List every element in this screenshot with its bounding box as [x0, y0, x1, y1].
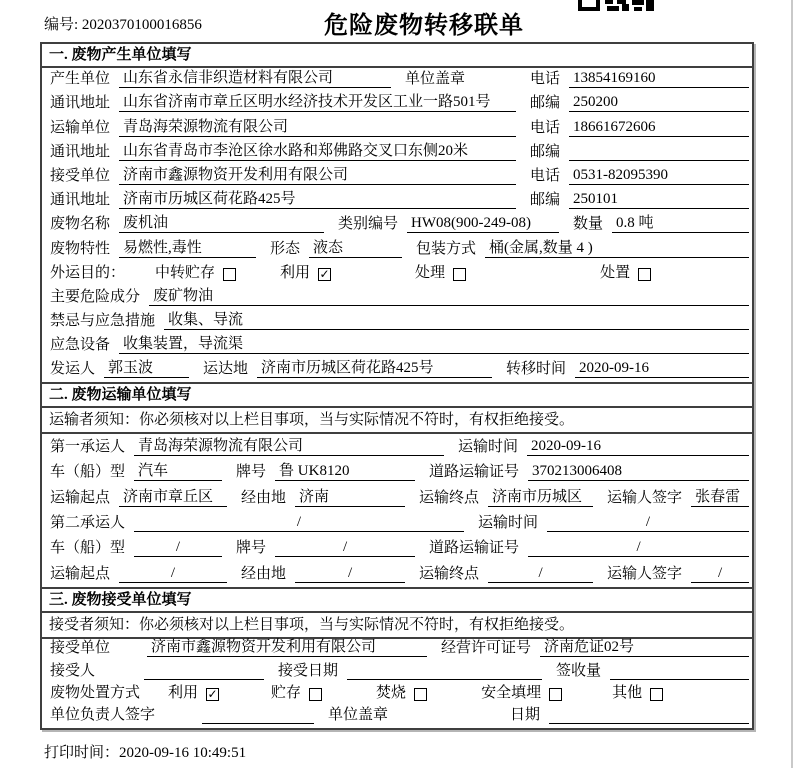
field-value: /	[488, 565, 593, 583]
print-time: 2020-09-16 10:49:51	[119, 745, 247, 761]
form-row	[42, 460, 752, 485]
checkbox-unchecked-icon	[414, 688, 427, 701]
field-value: /	[275, 539, 415, 557]
field-value: HW08(900-249-08)	[407, 215, 559, 233]
field-label: 运达地	[203, 361, 249, 378]
field-value: /	[134, 514, 464, 532]
field-value: 250200	[569, 94, 749, 112]
form-row	[42, 262, 752, 286]
field-value: 汽车	[134, 459, 222, 481]
field-label: 产生单位	[50, 71, 111, 88]
field-value: 易燃性,毒性	[119, 236, 256, 258]
form-row	[42, 165, 752, 189]
serial-label: 编号:	[44, 17, 82, 33]
field-label: 日期	[509, 707, 540, 724]
form-row	[42, 511, 752, 536]
field-label: 单位负责人签字	[50, 707, 156, 724]
checkbox-label: 焚烧	[376, 684, 407, 701]
checkbox-unchecked-icon	[309, 688, 322, 701]
checkbox-label: 利用	[168, 684, 199, 701]
field-label: 包装方式	[416, 240, 477, 257]
checkbox-label: 利用	[280, 264, 311, 281]
print-time-label: 打印时间：	[44, 745, 120, 761]
field-label: 废物特性	[50, 240, 111, 257]
field-label: 接受单位	[50, 640, 111, 657]
notice-text: 运输者须知：你必须核对以上栏目事项，当与实际情况不符时，有权拒绝接受。	[42, 408, 752, 434]
field-label: 车（船）型	[50, 540, 126, 557]
field-value: 收集装置，导流渠	[119, 332, 749, 354]
field-value: 山东省青岛市李沧区徐水路和郑佛路交叉口东侧20米	[119, 139, 516, 161]
field-label: 签收量	[556, 662, 602, 679]
field-value: 郭玉波	[104, 356, 189, 378]
field-value	[144, 662, 264, 680]
field-label: 邮编	[529, 95, 560, 112]
field-value: 济南危证02号	[540, 635, 749, 657]
checkbox-field	[612, 681, 663, 702]
form-row	[42, 116, 752, 140]
field-label: 运输时间	[458, 438, 519, 455]
field-value: 0.8 吨	[612, 211, 749, 233]
form-row	[42, 434, 752, 459]
field-value: /	[134, 539, 222, 557]
form-section	[42, 382, 752, 586]
field-label: 单位盖章	[405, 71, 466, 88]
field-value: 18661672606	[569, 119, 749, 137]
form-row	[42, 286, 752, 310]
field-label: 运输终点	[419, 489, 480, 506]
field-value: /	[528, 539, 749, 557]
field-label: 类别编号	[338, 216, 399, 233]
field-label: 牌号	[236, 464, 267, 481]
field-label: 经营许可证号	[441, 640, 532, 657]
field-value: 济南市鑫源物资开发利用有限公司	[147, 635, 427, 657]
checkbox-field	[155, 261, 236, 282]
form-row	[42, 639, 752, 661]
form-section	[42, 44, 752, 382]
field-value: 青岛海荣源物流有限公司	[134, 434, 444, 456]
print-time-line	[44, 741, 246, 762]
checkbox-checked-icon: ✓	[319, 266, 330, 281]
checkbox-label: 中转贮存	[155, 264, 216, 281]
notice-text: 接受者须知：你必须核对以上栏目事项，当与实际情况不符时，有权拒绝接受。	[42, 613, 752, 639]
field-label: 道路运输证号	[429, 464, 520, 481]
section-header: 一. 废物产生单位填写	[42, 44, 752, 68]
field-value: 废矿物油	[149, 284, 749, 306]
checkbox-checked-icon: ✓	[207, 686, 218, 701]
field-value: 济南市历城区	[488, 485, 593, 507]
checkbox-unchecked-icon	[453, 268, 466, 281]
field-label: 运输人签字	[607, 489, 683, 506]
field-label: 邮编	[529, 143, 560, 160]
field-label: 运输终点	[419, 565, 480, 582]
form-row	[42, 536, 752, 561]
field-label: 外运目的：	[50, 264, 126, 281]
field-value: 济南市鑫源物资开发利用有限公司	[119, 163, 516, 185]
checkbox-field	[280, 261, 331, 282]
field-value: 2020-09-16	[527, 438, 749, 456]
form-row	[42, 485, 752, 510]
form-row	[42, 334, 752, 358]
page-right-edge	[791, 0, 793, 768]
qr-code-fragment	[578, 0, 654, 11]
field-label: 禁忌与应急措施	[50, 313, 156, 330]
field-label: 通讯地址	[50, 192, 111, 209]
form-row	[42, 68, 752, 92]
field-value: 山东省永信非织造材料有限公司	[119, 66, 391, 88]
field-label: 道路运输证号	[429, 540, 520, 557]
form-row	[42, 237, 752, 261]
field-value: 济南市历城区荷花路425号	[119, 187, 516, 209]
field-value: 青岛海荣源物流有限公司	[119, 115, 516, 137]
field-label: 运输起点	[50, 489, 111, 506]
field-value: /	[547, 514, 749, 532]
checkbox-unchecked-icon	[638, 268, 651, 281]
field-label: 发运人	[50, 361, 96, 378]
field-label: 单位盖章	[328, 707, 389, 724]
field-label: 主要危险成分	[50, 288, 141, 305]
field-value	[610, 662, 749, 680]
field-value: 济南市章丘区	[119, 485, 227, 507]
field-label: 废物名称	[50, 216, 111, 233]
field-value: /	[119, 565, 227, 583]
field-value: 张春雷	[691, 485, 749, 507]
field-value: /	[295, 565, 405, 583]
field-value	[202, 706, 314, 724]
field-value: 山东省济南市章丘区明水经济技术开发区工业一路501号	[119, 90, 516, 112]
transfer-form-table	[40, 42, 754, 730]
checkbox-field	[481, 681, 562, 702]
field-label: 转移时间	[506, 361, 567, 378]
checkbox-label: 处理	[415, 264, 446, 281]
checkbox-label: 安全填埋	[481, 684, 542, 701]
field-value: /	[691, 565, 749, 583]
form-row	[42, 189, 752, 213]
form-row	[42, 358, 752, 382]
checkbox-label: 处置	[600, 264, 631, 281]
field-value: 液态	[309, 236, 402, 258]
field-label: 接受单位	[50, 167, 111, 184]
form-row	[42, 310, 752, 334]
field-label: 经由地	[241, 565, 287, 582]
field-value	[347, 662, 542, 680]
field-label: 废物处置方式	[50, 684, 141, 701]
field-label: 邮编	[529, 192, 560, 209]
section-header: 二. 废物运输单位填写	[42, 384, 752, 408]
form-row	[42, 706, 752, 728]
form-row	[42, 141, 752, 165]
field-label: 应急设备	[50, 337, 111, 354]
page-title: 危险废物转移联单	[324, 13, 524, 39]
checkbox-label: 贮存	[271, 684, 302, 701]
section-header: 三. 废物接受单位填写	[42, 589, 752, 613]
checkbox-field	[376, 681, 427, 702]
checkbox-field	[415, 261, 466, 282]
checkbox-unchecked-icon	[650, 688, 663, 701]
field-value	[549, 706, 749, 724]
field-value	[569, 143, 749, 161]
field-label: 通讯地址	[50, 143, 111, 160]
serial-number-line	[44, 13, 202, 34]
checkbox-unchecked-icon	[549, 688, 562, 701]
field-label: 第一承运人	[50, 438, 126, 455]
form-row	[42, 213, 752, 237]
field-value: 收集、导流	[164, 308, 749, 330]
field-label: 数量	[573, 216, 604, 233]
form-row	[42, 92, 752, 116]
field-value: 370213006408	[528, 463, 749, 481]
field-label: 运输时间	[478, 515, 539, 531]
field-label: 接受人	[50, 662, 96, 679]
field-value: 2020-09-16	[575, 360, 749, 378]
field-label: 电话	[529, 167, 560, 184]
field-label: 电话	[529, 119, 560, 136]
checkbox-field	[168, 681, 219, 702]
field-label: 牌号	[236, 540, 267, 557]
field-label: 车（船）型	[50, 464, 126, 481]
field-value: 桶(金属,数量 4 )	[485, 236, 749, 258]
checkbox-unchecked-icon	[223, 268, 236, 281]
field-label: 通讯地址	[50, 95, 111, 112]
field-label: 电话	[529, 71, 560, 88]
field-label: 形态	[270, 240, 301, 257]
field-value: 济南	[295, 485, 405, 507]
serial-number: 2020370100016856	[81, 17, 202, 33]
form-row	[42, 561, 752, 586]
form-section	[42, 587, 752, 729]
field-value: 废机油	[119, 211, 324, 233]
field-label: 运输人签字	[607, 565, 683, 582]
field-value: 13854169160	[569, 70, 749, 88]
checkbox-field	[271, 681, 322, 702]
field-value: 济南市历城区荷花路425号	[257, 356, 492, 378]
checkbox-field	[600, 261, 651, 282]
field-value: 0531-82095390	[569, 167, 749, 185]
field-value: 鲁 UK8120	[275, 459, 415, 481]
field-label: 经由地	[241, 489, 287, 506]
field-label: 运输起点	[50, 565, 111, 582]
field-label: 接受日期	[278, 662, 339, 679]
field-label: 第二承运人	[50, 515, 126, 531]
checkbox-label: 其他	[612, 684, 643, 701]
field-value: 250101	[569, 191, 749, 209]
field-label: 运输单位	[50, 119, 111, 136]
